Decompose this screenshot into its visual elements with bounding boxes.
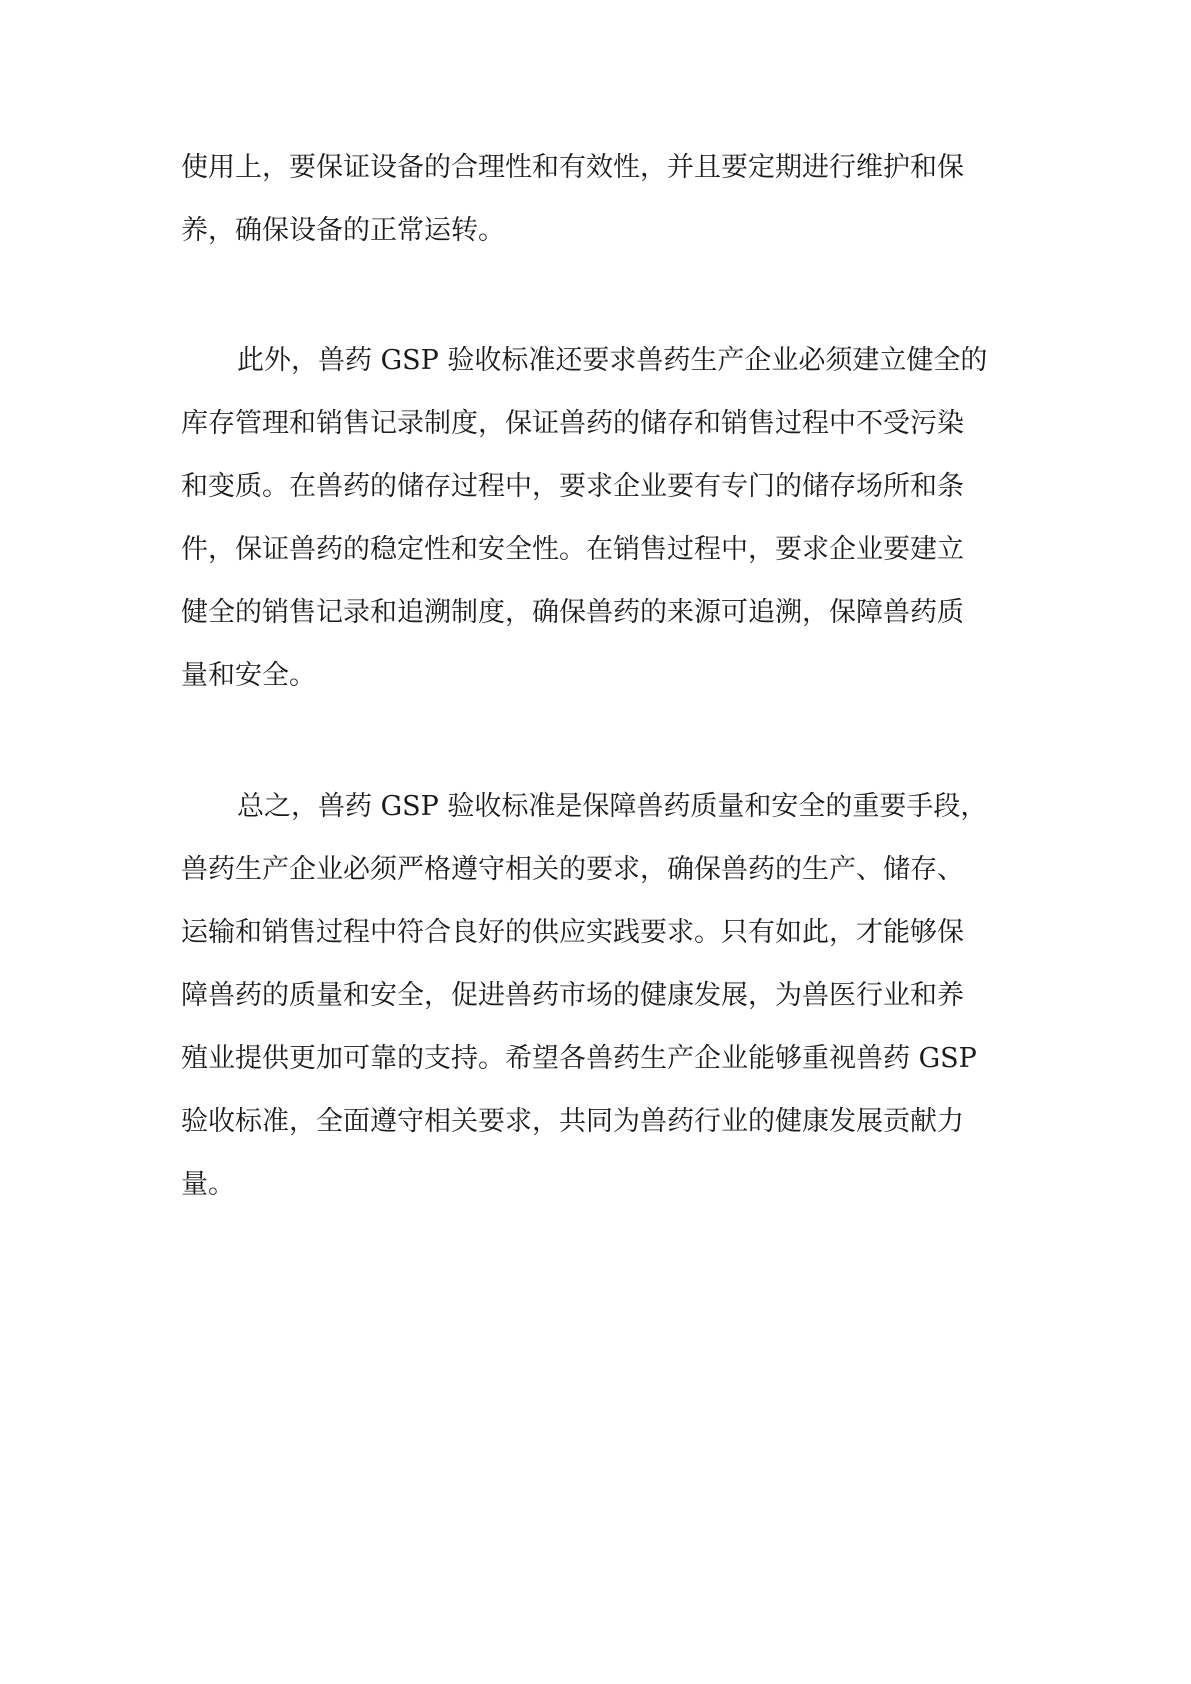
paragraph-3-line-3: 运输和销售过程中符合良好的供应实践要求。只有如此，才能够保 <box>181 917 964 948</box>
paragraph-3-line-5: 殖业提供更加可靠的支持。希望各兽药生产企业能够重视兽药 GSP <box>181 1043 977 1074</box>
paragraph-3-line-4: 障兽药的质量和安全，促进兽药市场的健康发展，为兽医行业和养 <box>181 980 964 1011</box>
paragraph-1-line-2: 养，确保设备的正常运转。 <box>181 215 505 246</box>
paragraph-2-line-4: 件，保证兽药的稳定性和安全性。在销售过程中，要求企业要建立 <box>181 534 964 565</box>
paragraph-1-line-1: 使用上，要保证设备的合理性和有效性，并且要定期进行维护和保 <box>181 152 964 183</box>
paragraph-3-line-7: 量。 <box>181 1169 235 1200</box>
paragraph-2-line-2: 库存管理和销售记录制度，保证兽药的储存和销售过程中不受污染 <box>181 408 964 439</box>
paragraph-2-line-5: 健全的销售记录和追溯制度，确保兽药的来源可追溯，保障兽药质 <box>181 597 964 628</box>
paragraph-2-line-1: 此外，兽药 GSP 验收标准还要求兽药生产企业必须建立健全的 <box>237 345 988 376</box>
paragraph-2-line-3: 和变质。在兽药的储存过程中，要求企业要有专门的储存场所和条 <box>181 471 964 502</box>
paragraph-2-line-6: 量和安全。 <box>181 660 316 691</box>
paragraph-3-line-2: 兽药生产企业必须严格遵守相关的要求，确保兽药的生产、储存、 <box>181 854 964 885</box>
paragraph-3-line-6: 验收标准，全面遵守相关要求，共同为兽药行业的健康发展贡献力 <box>181 1106 964 1137</box>
paragraph-3-line-1: 总之，兽药 GSP 验收标准是保障兽药质量和安全的重要手段， <box>237 791 988 822</box>
